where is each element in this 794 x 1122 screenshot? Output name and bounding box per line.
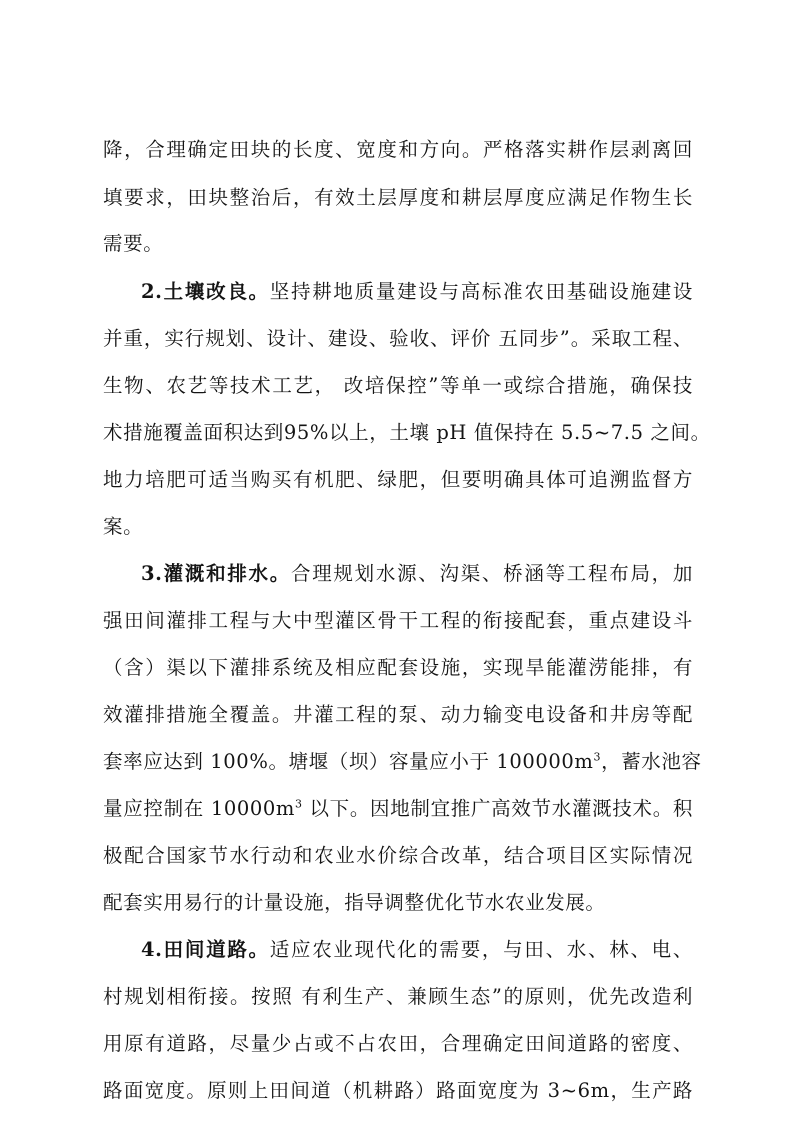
section-heading-roads: 4.田间道路。 — [141, 938, 270, 961]
paragraph-line-with-superscript: 套率应达到 100%。塘堰（坝）容量应小于 $100000m^3$，蓄水池容 — [103, 750, 702, 773]
paragraph-line: 用原有道路，尽量少占或不占农田，合理确定田间道路的密度、 — [103, 1032, 693, 1055]
paragraph-line: （含）渠以下灌排系统及相应配套设施，实现旱能灌涝能排，有 — [103, 656, 693, 679]
paragraph-line: 配套实用易行的计量设施，指导调整优化节水农业发展。 — [103, 891, 606, 914]
paragraph-line: 需要。 — [103, 232, 164, 255]
paragraph-line: 术措施覆盖面积达到95%以上，土壤 pH 值保持在 5.5~7.5 之间。 — [103, 421, 711, 444]
section-heading-irrigation: 3.灌溉和排水。 — [141, 562, 291, 585]
section-heading-soil: 2.土壤改良。 — [141, 280, 270, 303]
paragraph-line: 效灌排措施全覆盖。井灌工程的泵、动力输变电设备和井房等配 — [103, 703, 693, 726]
paragraph-line: 案。 — [103, 515, 144, 538]
section-soil-first-line: 2.土壤改良。坚持耕地质量建设与高标准农田基础设施建设 — [141, 280, 693, 303]
section-irrigation-first-line: 3.灌溉和排水。合理规划水源、沟渠、桥涵等工程布局，加 — [141, 562, 693, 585]
section-roads-first-line: 4.田间道路。适应农业现代化的需要，与田、水、林、电、 — [141, 938, 693, 961]
paragraph-line: 强田间灌排工程与大中型灌区骨干工程的衔接配套，重点建设斗 — [103, 609, 693, 632]
paragraph-line: 填要求，田块整治后，有效土层厚度和耕层厚度应满足作物生长 — [103, 186, 693, 209]
superscript-cubic: 3 — [294, 797, 303, 811]
superscript-cubic: 3 — [593, 750, 602, 764]
paragraph-line: 村规划相衔接。按照 有利生产、兼顾生态”的原则，优先改造利 — [103, 985, 693, 1008]
paragraph-line: 极配合国家节水行动和农业水价综合改革，结合项目区实际情况 — [103, 844, 693, 867]
paragraph-line: 路面宽度。原则上田间道（机耕路）路面宽度为 3~6m，生产路 — [103, 1079, 693, 1102]
paragraph-line: 降，合理确定田块的长度、宽度和方向。严格落实耕作层剥离回 — [103, 138, 693, 161]
paragraph-line: 生物、农艺等技术工艺， 改培保控”等单一或综合措施，确保技 — [103, 374, 693, 397]
paragraph-line: 并重，实行规划、设计、建设、验收、评价 五同步”。采取工程、 — [103, 327, 693, 350]
paragraph-line: 地力培肥可适当购买有机肥、绿肥，但要明确具体可追溯监督方 — [103, 468, 693, 491]
paragraph-line-with-superscript: 量应控制在 $10000m^3$ 以下。因地制宜推广高效节水灌溉技术。积 — [103, 797, 693, 820]
